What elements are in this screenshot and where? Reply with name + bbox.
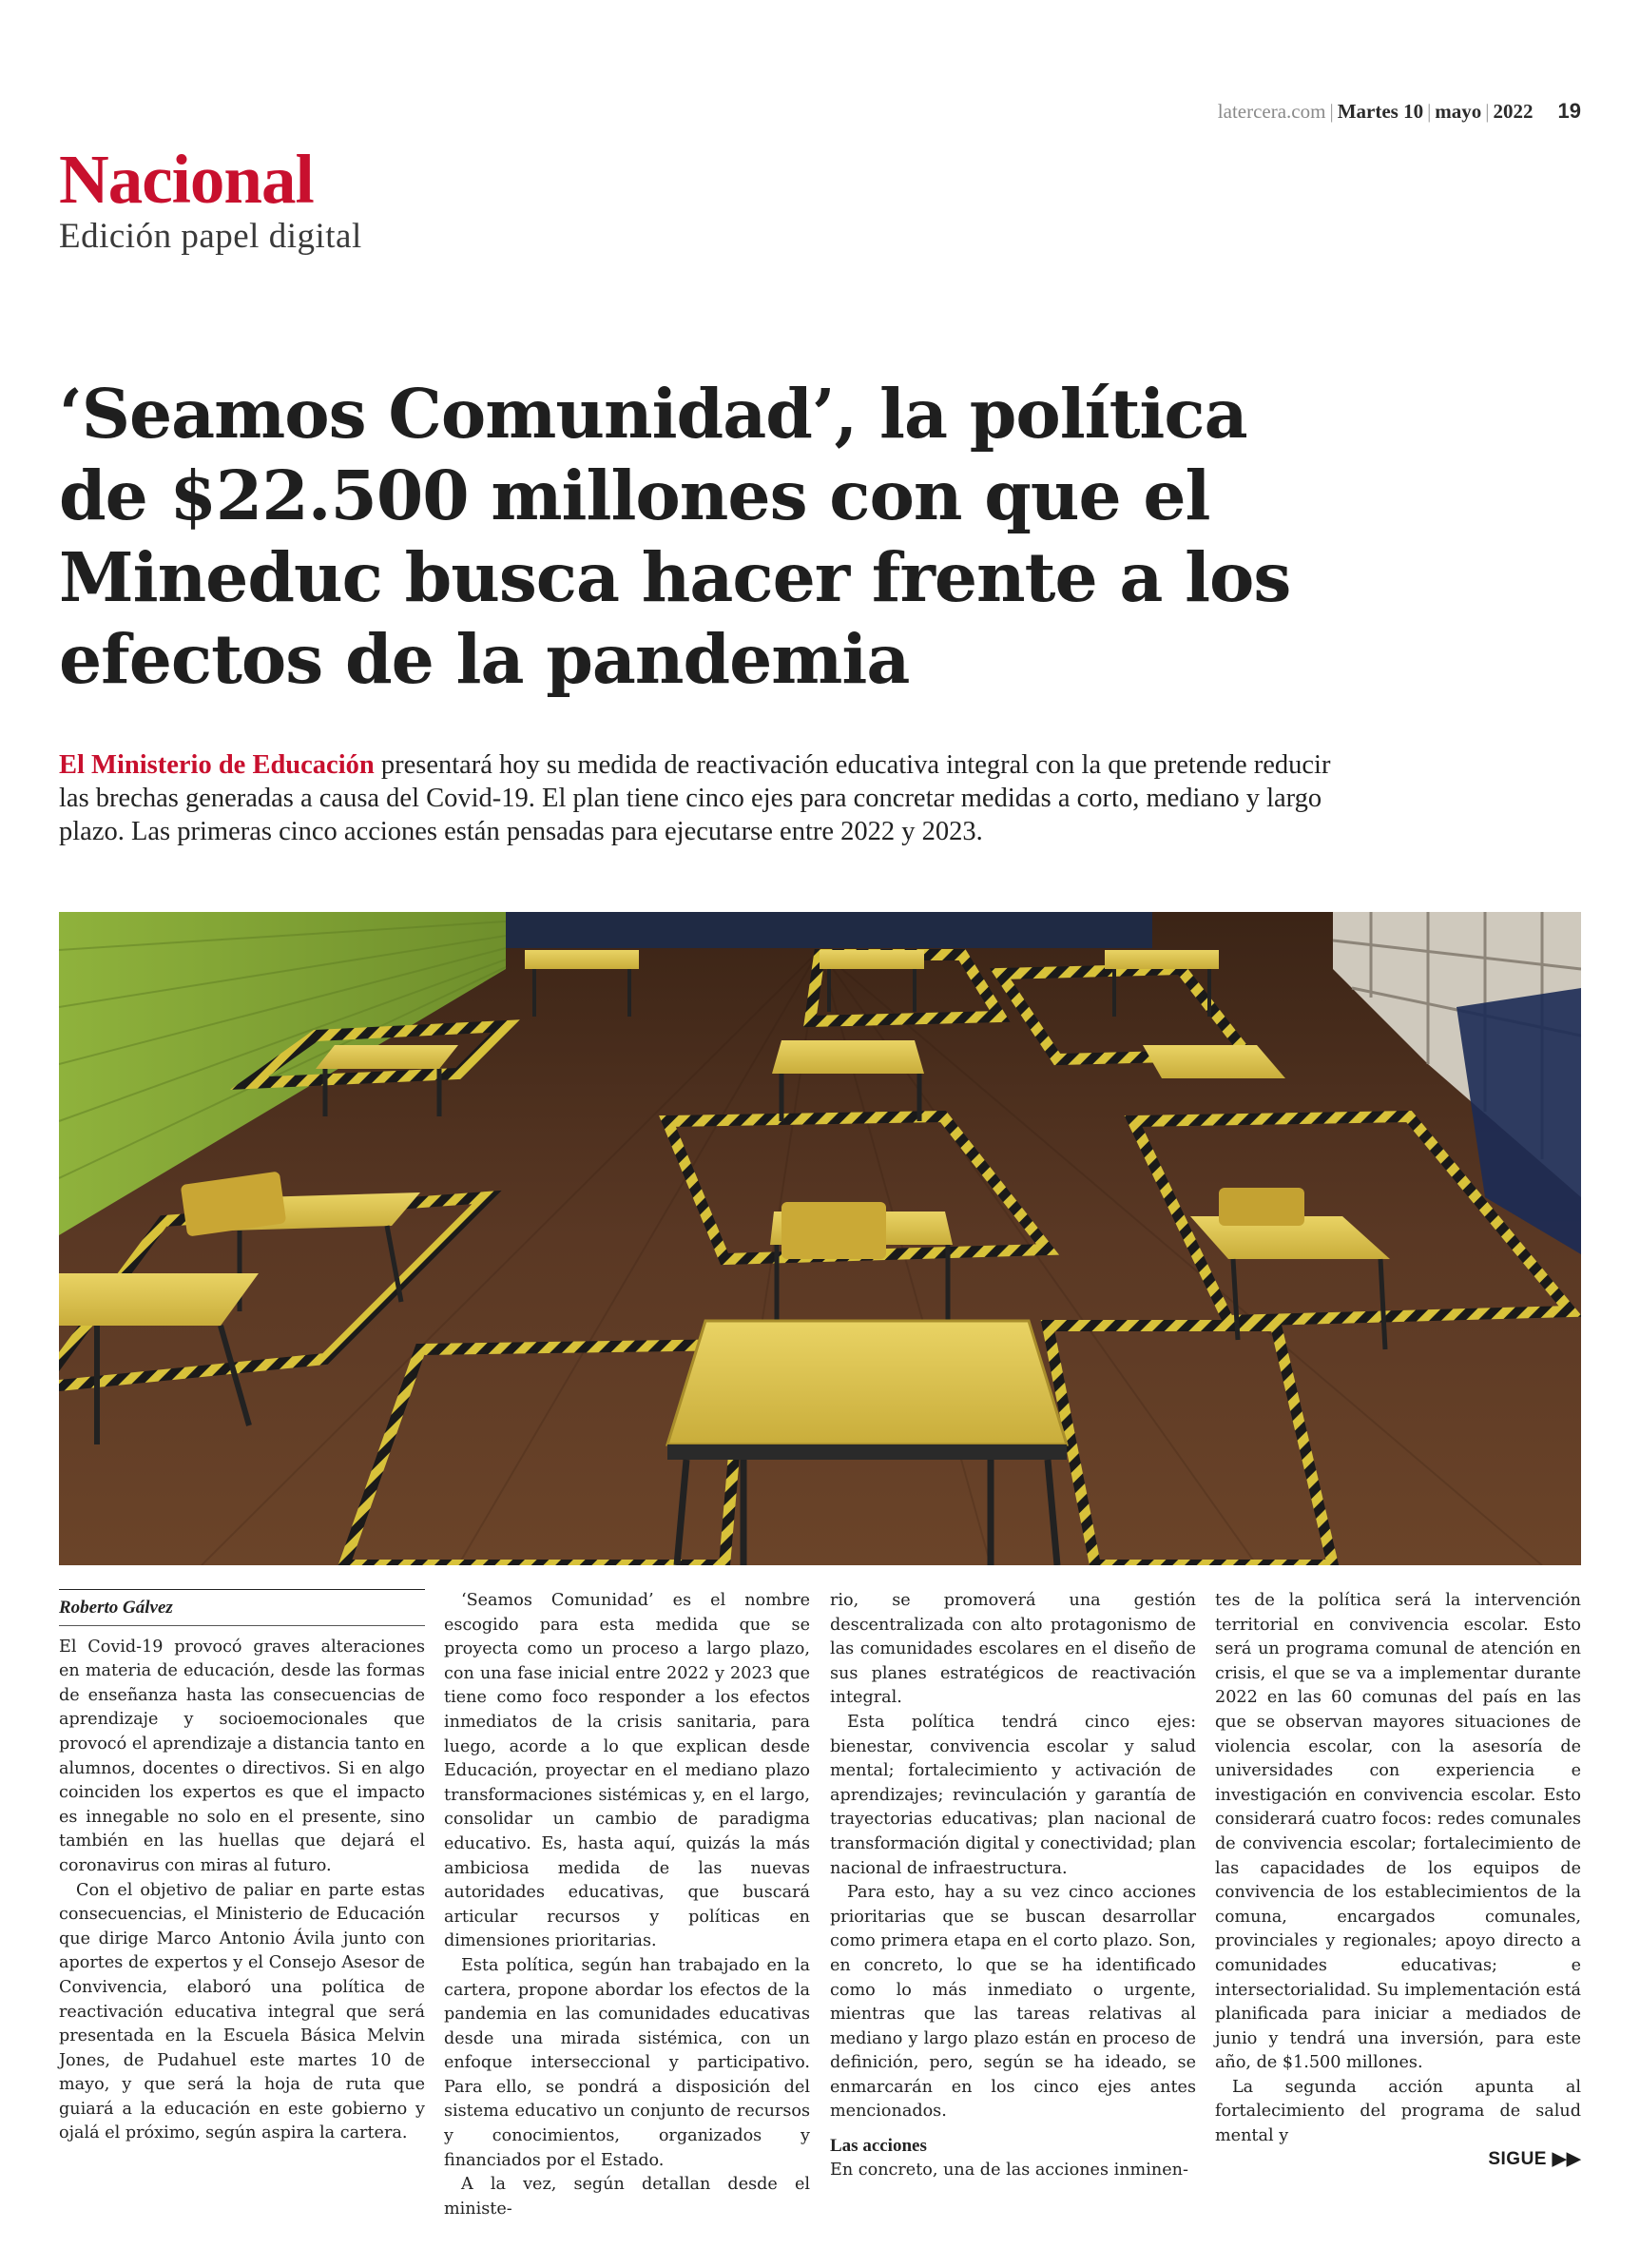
site-name: latercera.com	[1217, 100, 1326, 123]
continue-link[interactable]: SIGUE ▶▶	[1488, 2149, 1581, 2169]
lead-text: presentará hoy su medida de reactivación educativa integral con la que pretende reducir las brechas generadas a causa del Covid-19. El plan tiene cinco ejes para concretar medidas a corto, mediano y largo plazo. Las primeras cinco acciones están pensadas para ejecutarse entre 2022 y 2023.	[59, 750, 1331, 846]
column-4	[1215, 1589, 1581, 2149]
section-label	[59, 141, 362, 257]
paragraph: La segunda acción apunta al fortalecimiento del programa de salud mental y	[1215, 2077, 1581, 2146]
paragraph: Para esto, hay a su vez cinco acciones prioritarias que se buscan desarrollar como primera etapa en el corto plazo. Son, en concreto, lo que se ha identificado como lo más inmediato o urgente, mientras que las tareas relativas al mediano y largo plazo están en proceso de definición, pero, según se ha ideado, se enmarcarán en los cinco ejes antes mencionados.	[830, 1883, 1196, 2122]
paragraph: Esta política tendrá cinco ejes: bienestar, convivencia escolar y salud mental; fortalecimiento y activación de aprendizajes; revinculación y garantía de trayectorias educativas; plan nacional de transformación digital y conectividad; plan nacional de infraestructura.	[830, 1712, 1196, 1878]
classroom-photo	[59, 912, 1581, 1565]
header-divider: |	[1485, 100, 1490, 123]
header-divider: |	[1427, 100, 1432, 123]
byline: Roberto Gálvez	[59, 1589, 425, 1626]
page-number: 19	[1557, 99, 1581, 123]
classroom-illustration	[59, 912, 1581, 1565]
subheading: Las acciones	[830, 2136, 927, 2157]
paragraph: A la vez, según detallan desde el ministe-	[444, 2175, 810, 2219]
date-weekday: Martes 10	[1337, 100, 1424, 123]
column-3	[830, 1589, 1196, 2182]
column-2	[444, 1589, 810, 2221]
paragraph: rio, se promoverá una gestión descentralizada con alto protagonismo de las comunidades escolares en el diseño de sus planes estratégicos de reactivación integral.	[830, 1591, 1196, 1708]
lead-highlight: El Ministerio de Educación	[59, 750, 375, 780]
date-year: 2022	[1493, 100, 1534, 123]
back-curtain	[506, 912, 1152, 948]
paragraph: Con el objetivo de paliar en parte estas consecuencias, el Ministerio de Educación que dirige Marco Antonio Ávila junto con aportes de expertos y el Consejo Asesor de Convivencia, elaboró una política de reactivación educativa integral que será presentada en la Escuela Básica Melvin Jones, de Pudahuel este martes 10 de mayo, y que será la hoja de ruta que guiará a la educación en este gobierno y ojalá el próximo, según aspira la cartera.	[59, 1880, 425, 2143]
date-month: mayo	[1435, 100, 1482, 123]
paragraph: tes de la política será la intervención territorial en convivencia escolar. Esto será un programa comunal de atención en crisis, el que se va a implementar durante 2022 en las 60 comunas del país en las que se observan mayores situaciones de violencia escolar, con la asesoría de universidades con experiencia e investigación en convivencia escolar. Esto considerará cuatro focos: redes comunales de convivencia escolar; fortalecimiento de las capacidades de los equipos de convivencia de los establecimientos de la comuna, encargados comunales, provinciales y regionales; apoyo directo a comunidades educativas; e intersectorialidad. Su implementación está planificada para iniciar a mediados de junio y tendrá una inversión, para este año, de $1.500 millones.	[1215, 1591, 1581, 2073]
section-subtitle: Edición papel digital	[59, 217, 362, 256]
article-body	[59, 1589, 1581, 2219]
header-divider: |	[1329, 100, 1334, 123]
column-1	[59, 1589, 425, 2146]
article-headline: ‘Seamos Comunidad’, la política de $22.500 millones con que el Mineduc busca hacer frente a los efectos de la pandemia	[59, 374, 1291, 699]
paragraph: En concreto, una de las acciones inminen-	[830, 2160, 1188, 2180]
article-lead	[59, 748, 1333, 848]
page-header	[1218, 99, 1581, 124]
paragraph: Esta política, según han trabajado en la cartera, propone abordar los efectos de la pandemia en las comunidades educativas desde una mirada sistémica, con un enfoque interseccional y participativo. Para ello, se pondrá a disposición del sistema educativo un conjunto de recursos y conocimientos, organizados y financiados por el Estado.	[444, 1955, 810, 2170]
paragraph: El Covid-19 provocó graves alteraciones en materia de educación, desde las formas de enseñanza hasta las consecuencias de aprendizaje y socioemocionales que provocó el aprendizaje a distancia tanto en alumnos, docentes o directivos. Si en algo coinciden los expertos es que el impacto es innegable no solo en el presente, sino también en las huellas que dejará el coronavirus con miras al futuro.	[59, 1637, 425, 1875]
section-title: Nacional	[59, 141, 314, 218]
paragraph: ‘Seamos Comunidad’ es el nombre escogido para esta medida que se proyecta como un proceso a largo plazo, con una fase inicial entre 2022 y 2023 que tiene como foco responder a los efectos inmediatos de la crisis sanitaria, para luego, acorde a lo que explican desde Educación, proyectar en el mediano plazo transformaciones sistémicas y, en el largo, consolidar un cambio de paradigma educativo. Es, hasta aquí, quizás la más ambiciosa medida de las nuevas autoridades educativas, que buscará articular recursos y políticas en dimensiones prioritarias.	[444, 1591, 810, 1951]
